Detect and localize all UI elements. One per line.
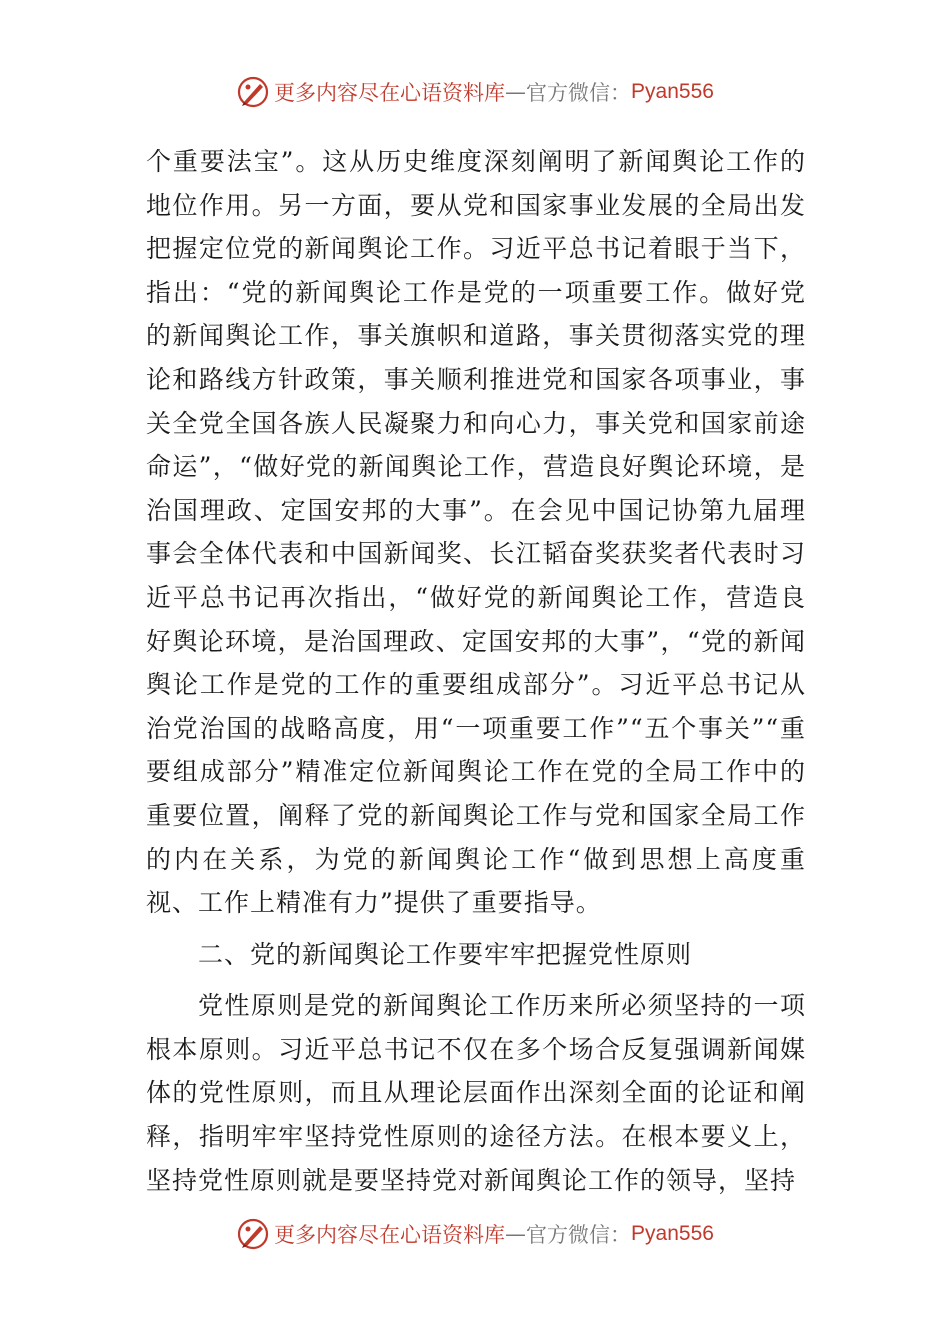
footer-contact-id: Pyan556: [631, 1222, 714, 1245]
header-contact-id: Pyan556: [631, 80, 714, 103]
footer-contact-prefix: 官方微信：: [526, 1223, 632, 1247]
header-contact-prefix: 官方微信：: [526, 81, 632, 105]
body-paragraph-1: 个重要法宝”。这从历史维度深刻阐明了新闻舆论工作的地位作用。另一方面，要从党和国家事业发展的全局出发把握定位党的新闻舆论工作。习近平总书记着眼于当下，指出：“党的新闻舆论工作是党的一项重要工作。做好党的新闻舆论工作，事关旗帜和道路，事关贯彻落实党的理论和路线方针政策，事关顺利推进党和国家各项事业，事关全党全国各族人民凝聚力和向心力，事关党和国家前途命运”，“做好党的新闻舆论工作，营造良好舆论环境，是治国理政、定国安邦的大事”。在会见中国记协第九届理事会全体代表和中国新闻奖、长江韬奋奖获奖者代表时习近平总书记再次指出，“做好党的新闻舆论工作，营造良好舆论环境，是治国理政、定国安邦的大事”，“党的新闻舆论工作是党的工作的重要组成部分”。习近平总书记从治党治国的战略高度，用“一项重要工作”“五个事关”“重要组成部分”精准定位新闻舆论工作在党的全局工作中的重要位置，阐释了党的新闻舆论工作与党和国家全局工作的内在关系，为党的新闻舆论工作“做到思想上高度重视、工作上精准有力”提供了重要指导。: [146, 147, 806, 918]
document-body: [146, 140, 806, 1202]
footer-separator: —: [505, 1222, 527, 1246]
page-footer-banner: [0, 1214, 950, 1254]
body-paragraph-2: 党性原则是党的新闻舆论工作历来所必须坚持的一项根本原则。习近平总书记不仅在多个场合反复强调新闻媒体的党性原则，而且从理论层面作出深刻全面的论证和阐释，指明牢牢坚持党性原则的途径方法。在根本要义上，坚持党性原则就是要坚持党对新闻舆论工作的领导，坚持: [146, 991, 806, 1195]
header-brand-text: 更多内容尽在心语资料库: [274, 81, 506, 105]
pen-logo-icon: [236, 75, 270, 109]
header-separator: —: [505, 80, 527, 104]
pen-logo-icon: [236, 1217, 270, 1251]
page-header-banner: [0, 72, 950, 112]
section-heading: 二、党的新闻舆论工作要牢牢把握党性原则: [198, 939, 693, 969]
footer-brand-text: 更多内容尽在心语资料库: [274, 1223, 506, 1247]
